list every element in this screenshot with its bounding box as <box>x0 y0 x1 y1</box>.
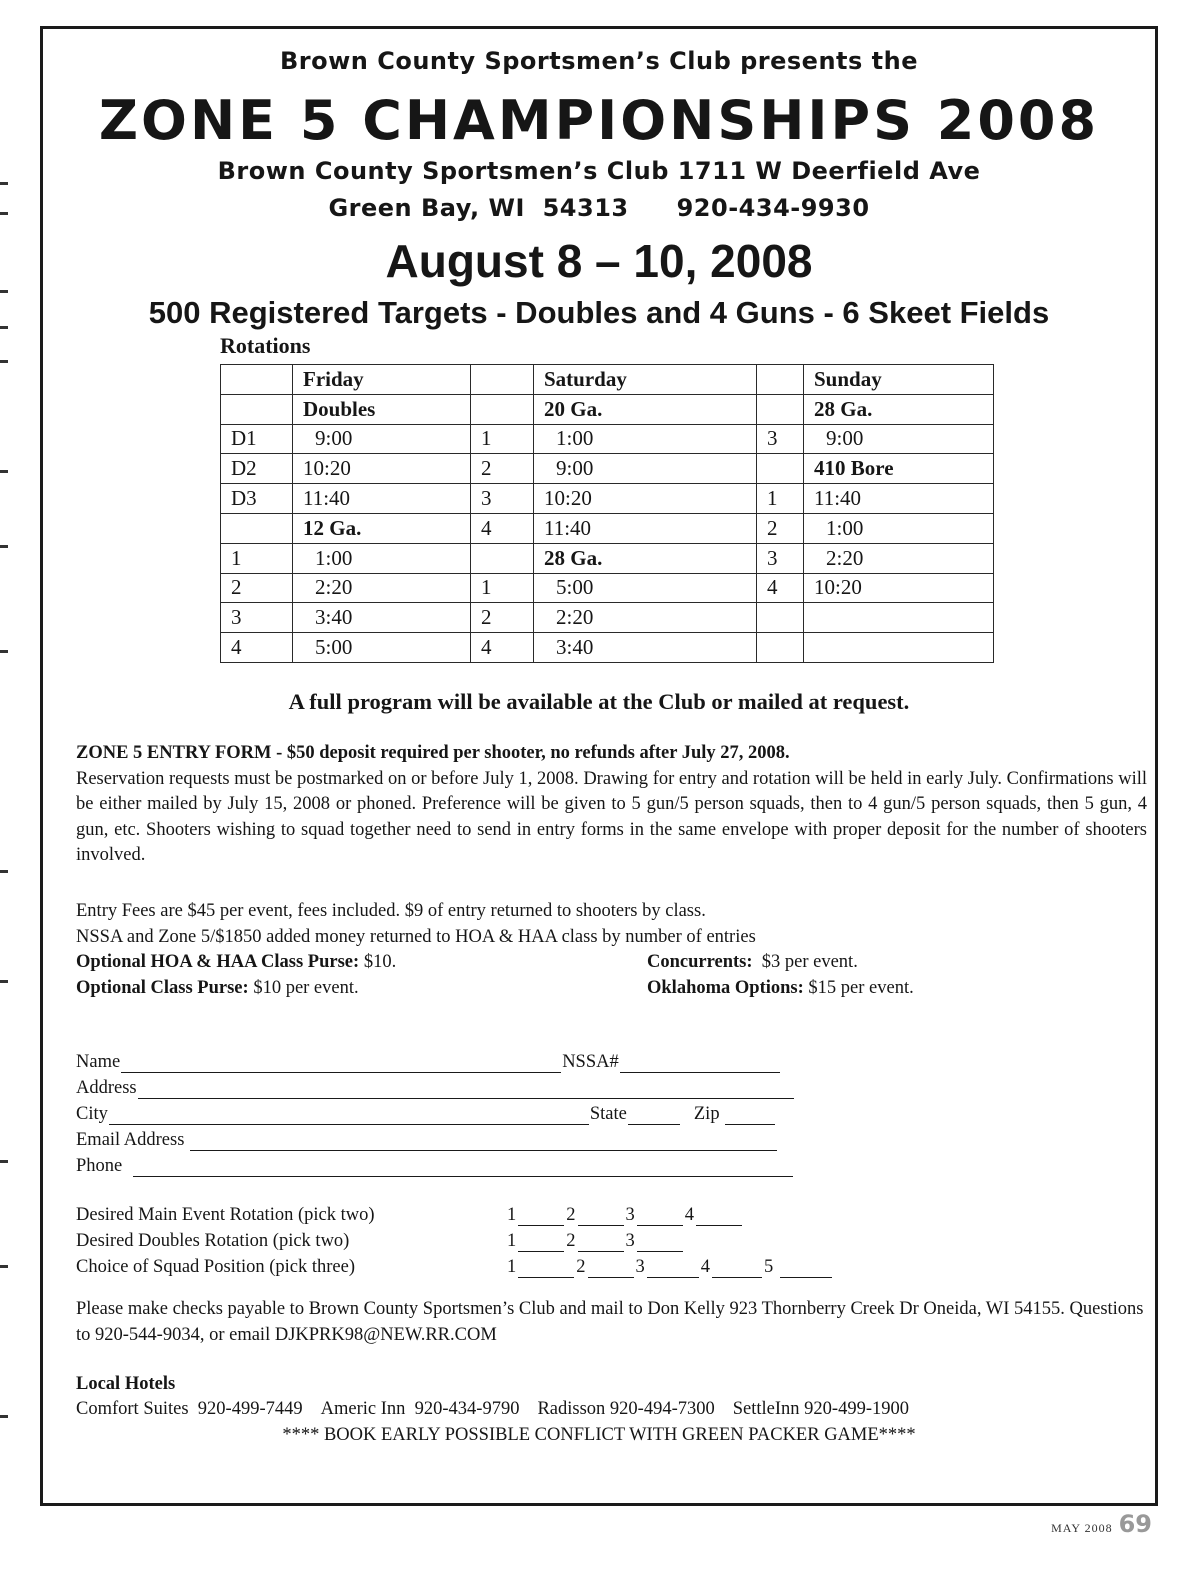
rotation-cell: 3:40 <box>534 633 757 663</box>
rotation-cell: Sunday <box>804 365 994 395</box>
rotation-cell: D2 <box>221 454 293 484</box>
rotation-cell: 28 Ga. <box>534 543 757 573</box>
oklahoma-options: Oklahoma Options: $15 per event. <box>647 978 914 998</box>
rotation-cell: 3:40 <box>293 603 471 633</box>
rotation-cell: 4 <box>221 633 293 663</box>
rotation-cell: 2 <box>471 603 534 633</box>
rotation-cell <box>221 365 293 395</box>
flyer-border: Brown County Sportsmen’s Club presents the ZONE 5 CHAMPIONSHIPS 2008 Brown County Sportsmen’s Club 1711 W Deerfield Ave Green Bay, WI 54313 920-434-9930 August 8 – 10, 2008 500 Registered Targets - Doubles and 4 Guns - 6 Skeet Fields Rotations Friday Saturday Sunday Doubles 20 Ga. 28 Ga. D1 9:00 1 1:00 3 9:00 D2 10:20 2 9:00 410 Bore D3 11:40 3 10:20 1 11:40 12 Ga. 4 11:40 2 1:00 1 1:00 28 Ga. 3 2:20 2 2:20 1 5:00 4 10:20 3 3:40 2 2:20 4 5:00 4 3:40 A full program will be available at the Club or mailed at request. ZONE 5 ENTRY FORM - $50 deposit required per shooter, no refunds after July 27, 2008. Reservation requests must be postmarked on or before July 1, 2008. Drawing for entry and rotation will be held in early July. Confirmations will be either mailed by July 15, 2008 or phoned. Preference will be given to 5 gun/5 person squads, then to 4 gun/5 person squads, then 5 gun, 4 gun, etc. Shooters wishing to squad together need to send in entry forms in the same envelope with proper deposit for the number of shooters involved. Entry Fees are $45 per event, fees included. $9 of entry returned to shooters by class. NSSA and Zone 5/$1850 added money returned to HOA & HAA class by number of entries Optional HOA & HAA Class Purse: $10. Optional Class Purse: $10 per event. Concurrents: $3 per event. Oklahoma Options: $15 per event. Name NSSA# Address City State Zip Email Address Phone Desired Main Event Rotation (pick two) 1 2 3 4 Desired Doubles Rotation (pick two) 1 2 3 Choice of Squad Position (pick three) 1 2 3 4 5 Please make checks payable to Brown County Sportsmen’s Club and mail to Don Kelly 923 Thornberry Creek Dr Oneida, WI 54155. Questions to 920-544-9034, or email DJKPRK98@NEW.RR.COM Local Hotels Comfort Suites 920-499-7449 Americ Inn 920-434-9790 Radisson 920-494-7300 SettleInn 920-499-1900 **** BOOK EARLY POSSIBLE CONFLICT WITH GREEN PACKER GAME**** <box>40 26 1158 1506</box>
hotel-item: Americ Inn 920-434-9790 <box>320 1399 520 1419</box>
rotation-cell: 3 <box>471 484 534 514</box>
city-field[interactable]: City State Zip <box>76 1101 776 1125</box>
program-note: A full program will be available at the Club or mailed at request. <box>288 689 910 714</box>
rotation-cell <box>221 394 293 424</box>
rotations-table <box>220 364 994 663</box>
rotation-cell: 11:40 <box>293 484 471 514</box>
rotation-cell: 3 <box>221 603 293 633</box>
rotation-cell: 11:40 <box>534 513 757 543</box>
fees-line-1: Entry Fees are $45 per event, fees included. $9 of entry returned to shooters by class. <box>76 901 706 921</box>
mailing-instructions: Please make checks payable to Brown County Sportsmen’s Club and mail to Don Kelly 923 Thornberry Creek Dr Oneida, WI 54155. Questions to 920-544-9034, or email DJKPRK98@NEW.RR.COM <box>76 1299 1144 1345</box>
booking-warning: **** BOOK EARLY POSSIBLE CONFLICT WITH GREEN PACKER GAME**** <box>282 1425 916 1445</box>
rotations-heading: Rotations <box>220 333 311 358</box>
class-purse: Optional Class Purse: $10 per event. <box>76 978 359 998</box>
page-number: 69 <box>1118 1510 1152 1538</box>
club-address: Brown County Sportsmen’s Club 1711 W Deerfield Ave <box>217 157 981 185</box>
city-state-zip: Green Bay, WI 54313 <box>328 194 629 222</box>
rotation-row <box>221 603 994 633</box>
rotation-cell: 3 <box>757 543 804 573</box>
rotation-cell <box>757 603 804 633</box>
rotation-cell <box>221 513 293 543</box>
rotation-cell <box>471 543 534 573</box>
entry-form-section <box>76 741 1147 869</box>
targets-line: 500 Registered Targets - Doubles and 4 Guns - 6 Skeet Fields <box>148 295 1050 330</box>
rotation-cell <box>757 365 804 395</box>
rotation-cell: 2:20 <box>534 603 757 633</box>
rotation-cell: 1:00 <box>293 543 471 573</box>
rotation-cell: 10:20 <box>804 573 994 603</box>
rotation-cell: 9:00 <box>534 454 757 484</box>
rotation-cell: 2 <box>471 454 534 484</box>
name-field[interactable]: Name NSSA# <box>76 1049 781 1073</box>
rotation-cell: 9:00 <box>293 424 471 454</box>
rotation-cell: 20 Ga. <box>534 394 757 424</box>
rotation-row <box>221 543 994 573</box>
rotation-cell: 3 <box>757 424 804 454</box>
rotation-cell: 5:00 <box>534 573 757 603</box>
rotation-cell: D1 <box>221 424 293 454</box>
page-title: ZONE 5 CHAMPIONSHIPS 2008 <box>98 89 1100 152</box>
issue-date: MAY 2008 <box>1051 1521 1113 1535</box>
event-dates: August 8 – 10, 2008 <box>385 235 813 287</box>
rotation-cell: 5:00 <box>293 633 471 663</box>
rotation-cell: Doubles <box>293 394 471 424</box>
page-footer <box>1051 1510 1152 1538</box>
presents-line: Brown County Sportsmen’s Club presents the <box>279 47 918 75</box>
rotation-row <box>221 633 994 663</box>
hotel-item: SettleInn 920-499-1900 <box>732 1399 910 1419</box>
fees-line-2: NSSA and Zone 5/$1850 added money returned to HOA & HAA class by number of entries <box>76 926 756 947</box>
rotation-cell: 1:00 <box>804 513 994 543</box>
rotation-row <box>221 484 994 514</box>
hotels-heading: Local Hotels <box>76 1374 176 1394</box>
rotation-cell: Saturday <box>534 365 757 395</box>
rotation-cell <box>471 365 534 395</box>
concurrents: Concurrents: $3 per event. <box>647 952 858 972</box>
rotation-row <box>221 454 994 484</box>
entry-form-heading: ZONE 5 ENTRY FORM - $50 deposit required per shooter, no refunds after July 27, 2008. <box>76 743 790 763</box>
rotation-cell <box>757 633 804 663</box>
email-field[interactable]: Email Address <box>76 1127 778 1151</box>
rotation-cell: 1 <box>757 484 804 514</box>
rotation-cell: 4 <box>757 573 804 603</box>
hoa-purse: Optional HOA & HAA Class Purse: $10. <box>76 952 397 972</box>
rotation-cell <box>471 394 534 424</box>
rotation-cell: D3 <box>221 484 293 514</box>
entry-form-body: Reservation requests must be postmarked on or before July 1, 2008. Drawing for entry and rotation will be held in early July. Confirmations will be either mailed by July 15, 2008 or phoned. Preference will be given to 5 gun/5 person squads, then to 4 gun/5 person squads, then 5 gun, 4 gun, etc. Shooters wishing to squad together need to send in entry forms in the same envelope with proper deposit for the number of shooters involved. <box>76 768 1147 866</box>
rotation-cell: 410 Bore <box>804 454 994 484</box>
rotation-row <box>221 365 994 395</box>
rotation-cell: Friday <box>293 365 471 395</box>
fees-section <box>76 899 1147 950</box>
city-phone-line <box>43 194 1155 222</box>
hotels-list <box>76 1399 909 1420</box>
rotation-row <box>221 424 994 454</box>
rotation-cell <box>757 394 804 424</box>
rotation-cell <box>757 454 804 484</box>
rotation-cell: 28 Ga. <box>804 394 994 424</box>
club-phone: 920-434-9930 <box>676 194 870 222</box>
rotation-cell: 2:20 <box>804 543 994 573</box>
rotation-cell: 2:20 <box>293 573 471 603</box>
rotation-cell: 12 Ga. <box>293 513 471 543</box>
rotation-cell: 11:40 <box>804 484 994 514</box>
rotation-row <box>221 394 994 424</box>
hotel-item: Comfort Suites 920-499-7449 <box>76 1399 303 1419</box>
phone-field[interactable]: Phone <box>76 1153 794 1177</box>
hotel-item: Radisson 920-494-7300 <box>537 1399 715 1419</box>
rotation-cell: 4 <box>471 633 534 663</box>
rotation-cell: 1 <box>471 424 534 454</box>
rotation-cell: 4 <box>471 513 534 543</box>
rotation-cell: 2 <box>221 573 293 603</box>
rotation-cell: 9:00 <box>804 424 994 454</box>
rotation-cell: 2 <box>757 513 804 543</box>
address-field[interactable]: Address <box>76 1075 795 1099</box>
rotation-cell: 1 <box>471 573 534 603</box>
rotation-row <box>221 513 994 543</box>
rotation-cell: 10:20 <box>293 454 471 484</box>
rotation-cell <box>804 633 994 663</box>
rotation-cell: 1 <box>221 543 293 573</box>
rotation-cell: 10:20 <box>534 484 757 514</box>
rotation-row <box>221 573 994 603</box>
rotation-cell: 1:00 <box>534 424 757 454</box>
rotation-cell <box>804 603 994 633</box>
